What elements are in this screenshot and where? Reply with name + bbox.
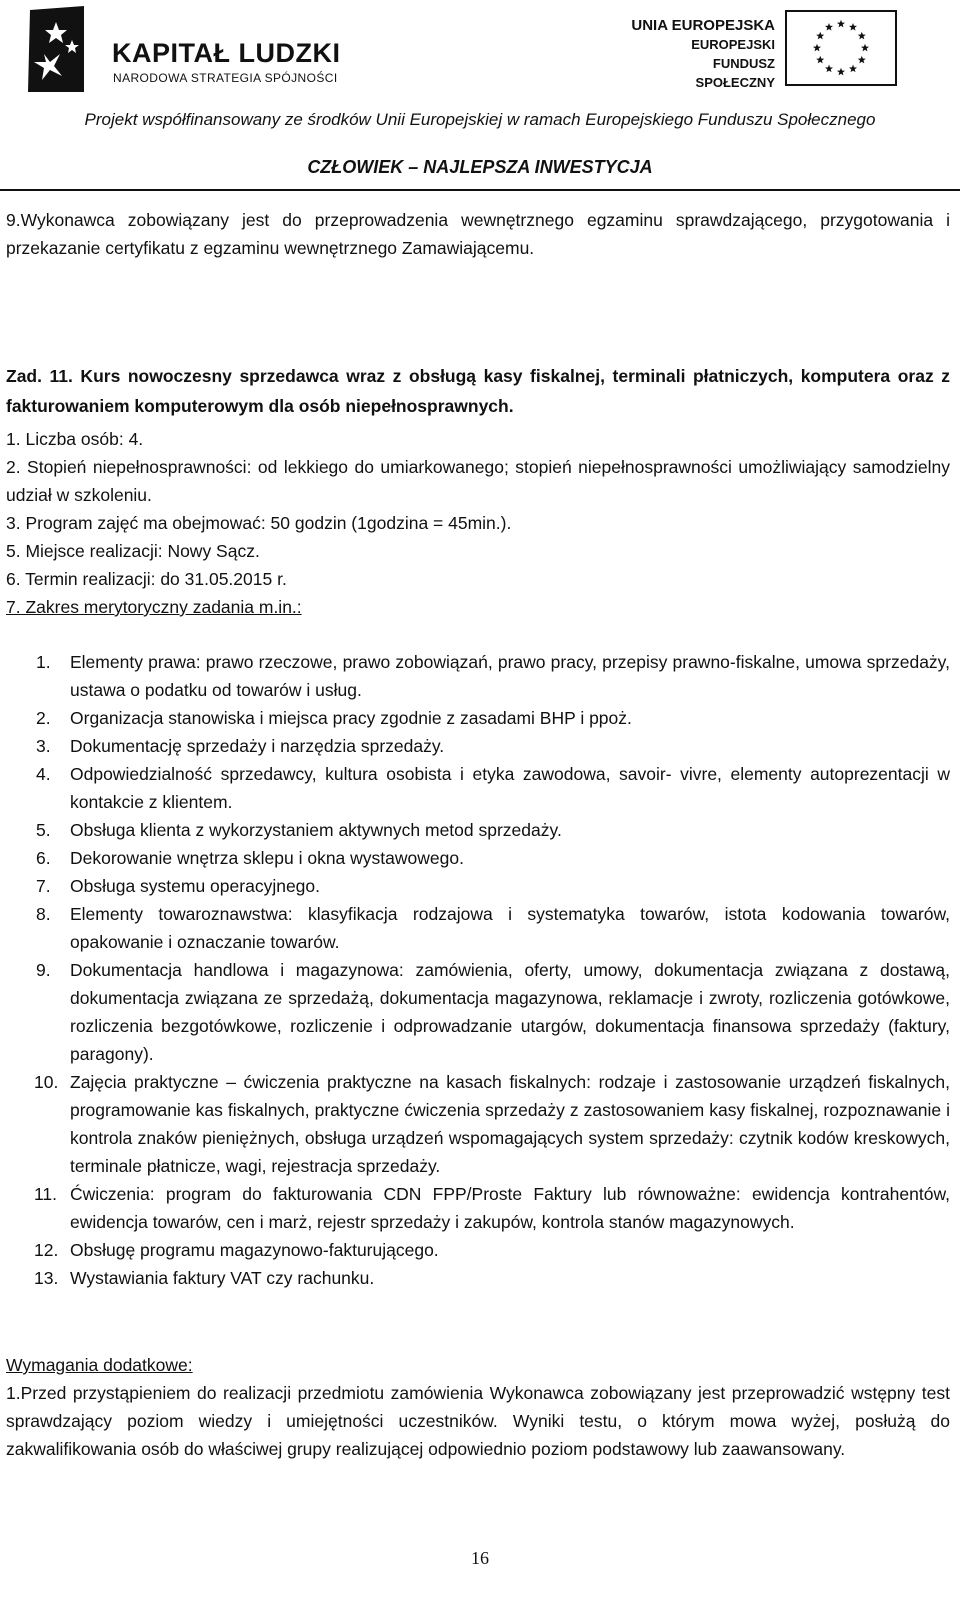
scope-item-number: 7. xyxy=(36,876,51,896)
task-deadline: 6. Termin realizacji: do 31.05.2015 r. xyxy=(6,569,287,589)
intro-item-9: 9.Wykonawca zobowiązany jest do przeprowadzenia wewnętrznego egzaminu sprawdzającego, przygotowania i przekazanie certyfikatu z egzaminu wewnętrznego Zamawiającemu. xyxy=(6,210,950,258)
scope-list-item xyxy=(6,1068,950,1180)
page-number: 16 xyxy=(471,1548,489,1568)
scope-list-item xyxy=(6,816,950,844)
eu-star-icon xyxy=(837,68,845,76)
eu-star-icon xyxy=(861,44,869,52)
kapital-ludzki-subtitle: NARODOWA STRATEGIA SPÓJNOŚCI xyxy=(113,71,338,85)
eu-star-icon xyxy=(858,32,866,40)
scope-item-number: 6. xyxy=(36,848,51,868)
scope-item-number: 5. xyxy=(36,820,51,840)
scope-list-item xyxy=(6,1180,950,1236)
eu-star-icon xyxy=(816,56,824,64)
scope-item-number: 12. xyxy=(34,1240,59,1260)
eu-logo-line3: FUNDUSZ SPOŁECZNY xyxy=(695,56,775,90)
scope-item-number: 8. xyxy=(36,904,51,924)
eu-logo-line1: UNIA EUROPEJSKA xyxy=(631,17,775,34)
scope-item-text: Obsługę programu magazynowo-fakturującego. xyxy=(70,1240,439,1260)
eu-flag-icon xyxy=(785,10,897,86)
eu-star-icon xyxy=(837,20,845,28)
scope-item-text: Elementy towaroznawstwa: klasyfikacja rodzajowa i systematyka towarów, istota kodowania towarów, opakowanie i oznaczanie towarów. xyxy=(70,904,950,952)
scope-item-text: Odpowiedzialność sprzedawcy, kultura osobista i etyka zawodowa, savoir- vivre, elementy autoprezentacji w kontakcie z klientem. xyxy=(70,764,950,812)
eu-star-icon xyxy=(849,23,857,31)
scope-item-text: Obsługa systemu operacyjnego. xyxy=(70,876,320,896)
scope-list-item xyxy=(6,648,950,704)
eu-star-icon xyxy=(825,23,833,31)
additional-text: 1.Przed przystąpieniem do realizacji przedmiotu zamówienia Wykonawca zobowiązany jest przeprowadzić wstępny test sprawdzający poziom wiedzy i umiejętności uczestników. Wyniki testu, o którym mowa wyżej, posłużą do zakwalifikowania osób do właściwej grupy realizującej odpowiednio poziom podstawowy lub zaawansowany. xyxy=(6,1383,950,1459)
scope-item-number: 3. xyxy=(36,736,51,756)
scope-list-item xyxy=(6,844,950,872)
scope-list-item xyxy=(6,900,950,956)
slogan: CZŁOWIEK – NAJLEPSZA INWESTYCJA xyxy=(307,157,653,177)
task-participants: 1. Liczba osób: 4. xyxy=(6,429,144,449)
kapital-ludzki-logo xyxy=(22,4,362,94)
additional-requirements xyxy=(6,1351,950,1463)
task-program-hours: 3. Program zajęć ma obejmować: 50 godzin (1godzina = 45min.). xyxy=(6,513,512,533)
task-scope-heading: 7. Zakres merytoryczny zadania m.in.: xyxy=(6,597,302,617)
scope-list-item xyxy=(6,1236,950,1264)
scope-list-item xyxy=(6,760,950,816)
project-cofinanced-line: Projekt współfinansowany ze środków Unii Europejskiej w ramach Europejskiego Funduszu Społecznego xyxy=(84,110,876,129)
eu-star-icon xyxy=(858,56,866,64)
eu-star-icon xyxy=(816,32,824,40)
scope-list-item xyxy=(6,872,950,900)
scope-item-text: Dokumentację sprzedaży i narzędzia sprzedaży. xyxy=(70,736,445,756)
scope-item-number: 1. xyxy=(36,652,51,672)
kapital-ludzki-emblem-icon xyxy=(22,4,92,96)
eu-star-icon xyxy=(825,65,833,73)
eu-logo-line2: EUROPEJSKI xyxy=(691,37,775,52)
scope-item-number: 9. xyxy=(36,960,51,980)
eu-star-icon xyxy=(849,65,857,73)
eu-logo xyxy=(630,10,920,90)
task-disability-level: 2. Stopień niepełnosprawności: od lekkiego do umiarkowanego; stopień niepełnosprawności umożliwiający samodzielny udział w szkoleniu. xyxy=(6,457,950,505)
task-title: Zad. 11. Kurs nowoczesny sprzedawca wraz z obsługą kasy fiskalnej, terminali płatniczych, komputera oraz z fakturowaniem komputerowym dla osób niepełnosprawnych. xyxy=(6,366,950,416)
scope-item-text: Ćwiczenia: program do fakturowania CDN FPP/Proste Faktury lub równoważne: ewidencja kontrahentów, ewidencja towarów, cen i marż, rejestr sprzedaży i zakupów, kontrola stanów magazynowych. xyxy=(70,1184,950,1232)
scope-item-number: 4. xyxy=(36,764,51,784)
document-header xyxy=(0,0,960,190)
scope-item-text: Organizacja stanowiska i miejsca pracy zgodnie z zasadami BHP i ppoż. xyxy=(70,708,632,728)
task-details xyxy=(6,425,950,621)
scope-item-text: Obsługa klienta z wykorzystaniem aktywnych metod sprzedaży. xyxy=(70,820,562,840)
scope-item-text: Wystawiania faktury VAT czy rachunku. xyxy=(70,1268,375,1288)
scope-item-text: Dokumentacja handlowa i magazynowa: zamówienia, oferty, umowy, dokumentacja związana z dostawą, dokumentacja związana ze sprzedażą, dokumentacja magazynowa, reklamacje i zwroty, rozliczenia gotówkowe, rozliczenia bezgotówkowe, rozliczenie i odprowadzanie utargów, dokumentacja finansowa sprzedaży (faktury, paragony). xyxy=(70,960,950,1064)
task-location: 5. Miejsce realizacji: Nowy Sącz. xyxy=(6,541,260,561)
scope-item-number: 2. xyxy=(36,708,51,728)
scope-list xyxy=(6,648,950,1292)
scope-list-item xyxy=(6,704,950,732)
scope-item-number: 11. xyxy=(34,1184,58,1204)
eu-star-icon xyxy=(813,44,821,52)
scope-item-text: Dekorowanie wnętrza sklepu i okna wystawowego. xyxy=(70,848,464,868)
scope-item-text: Elementy prawa: prawo rzeczowe, prawo zobowiązań, prawo pracy, przepisy prawno-fiskalne, umowa sprzedaży, ustawa o podatku od towarów i usług. xyxy=(70,652,950,700)
scope-list-item xyxy=(6,732,950,760)
kapital-ludzki-title: KAPITAŁ LUDZKI xyxy=(112,38,341,68)
scope-list-item xyxy=(6,1264,950,1292)
scope-item-text: Zajęcia praktyczne – ćwiczenia praktyczne na kasach fiskalnych: rodzaje i zastosowanie urządzeń fiskalnych, programowanie kas fiskalnych, praktyczne ćwiczenia sprzedaży z zastosowaniem kasy fiskalnej, rozpoznawanie i kontrola znaków pieniężnych, obsługa urządzeń wspomagających system sprzedaży: czytnik kodów kreskowych, terminale płatnicze, wagi, rejestracja sprzedaży. xyxy=(70,1072,950,1176)
header-divider xyxy=(0,189,960,191)
additional-heading: Wymagania dodatkowe: xyxy=(6,1355,193,1375)
scope-list-item xyxy=(6,956,950,1068)
scope-item-number: 13. xyxy=(34,1268,59,1288)
scope-item-number: 10. xyxy=(34,1072,59,1092)
